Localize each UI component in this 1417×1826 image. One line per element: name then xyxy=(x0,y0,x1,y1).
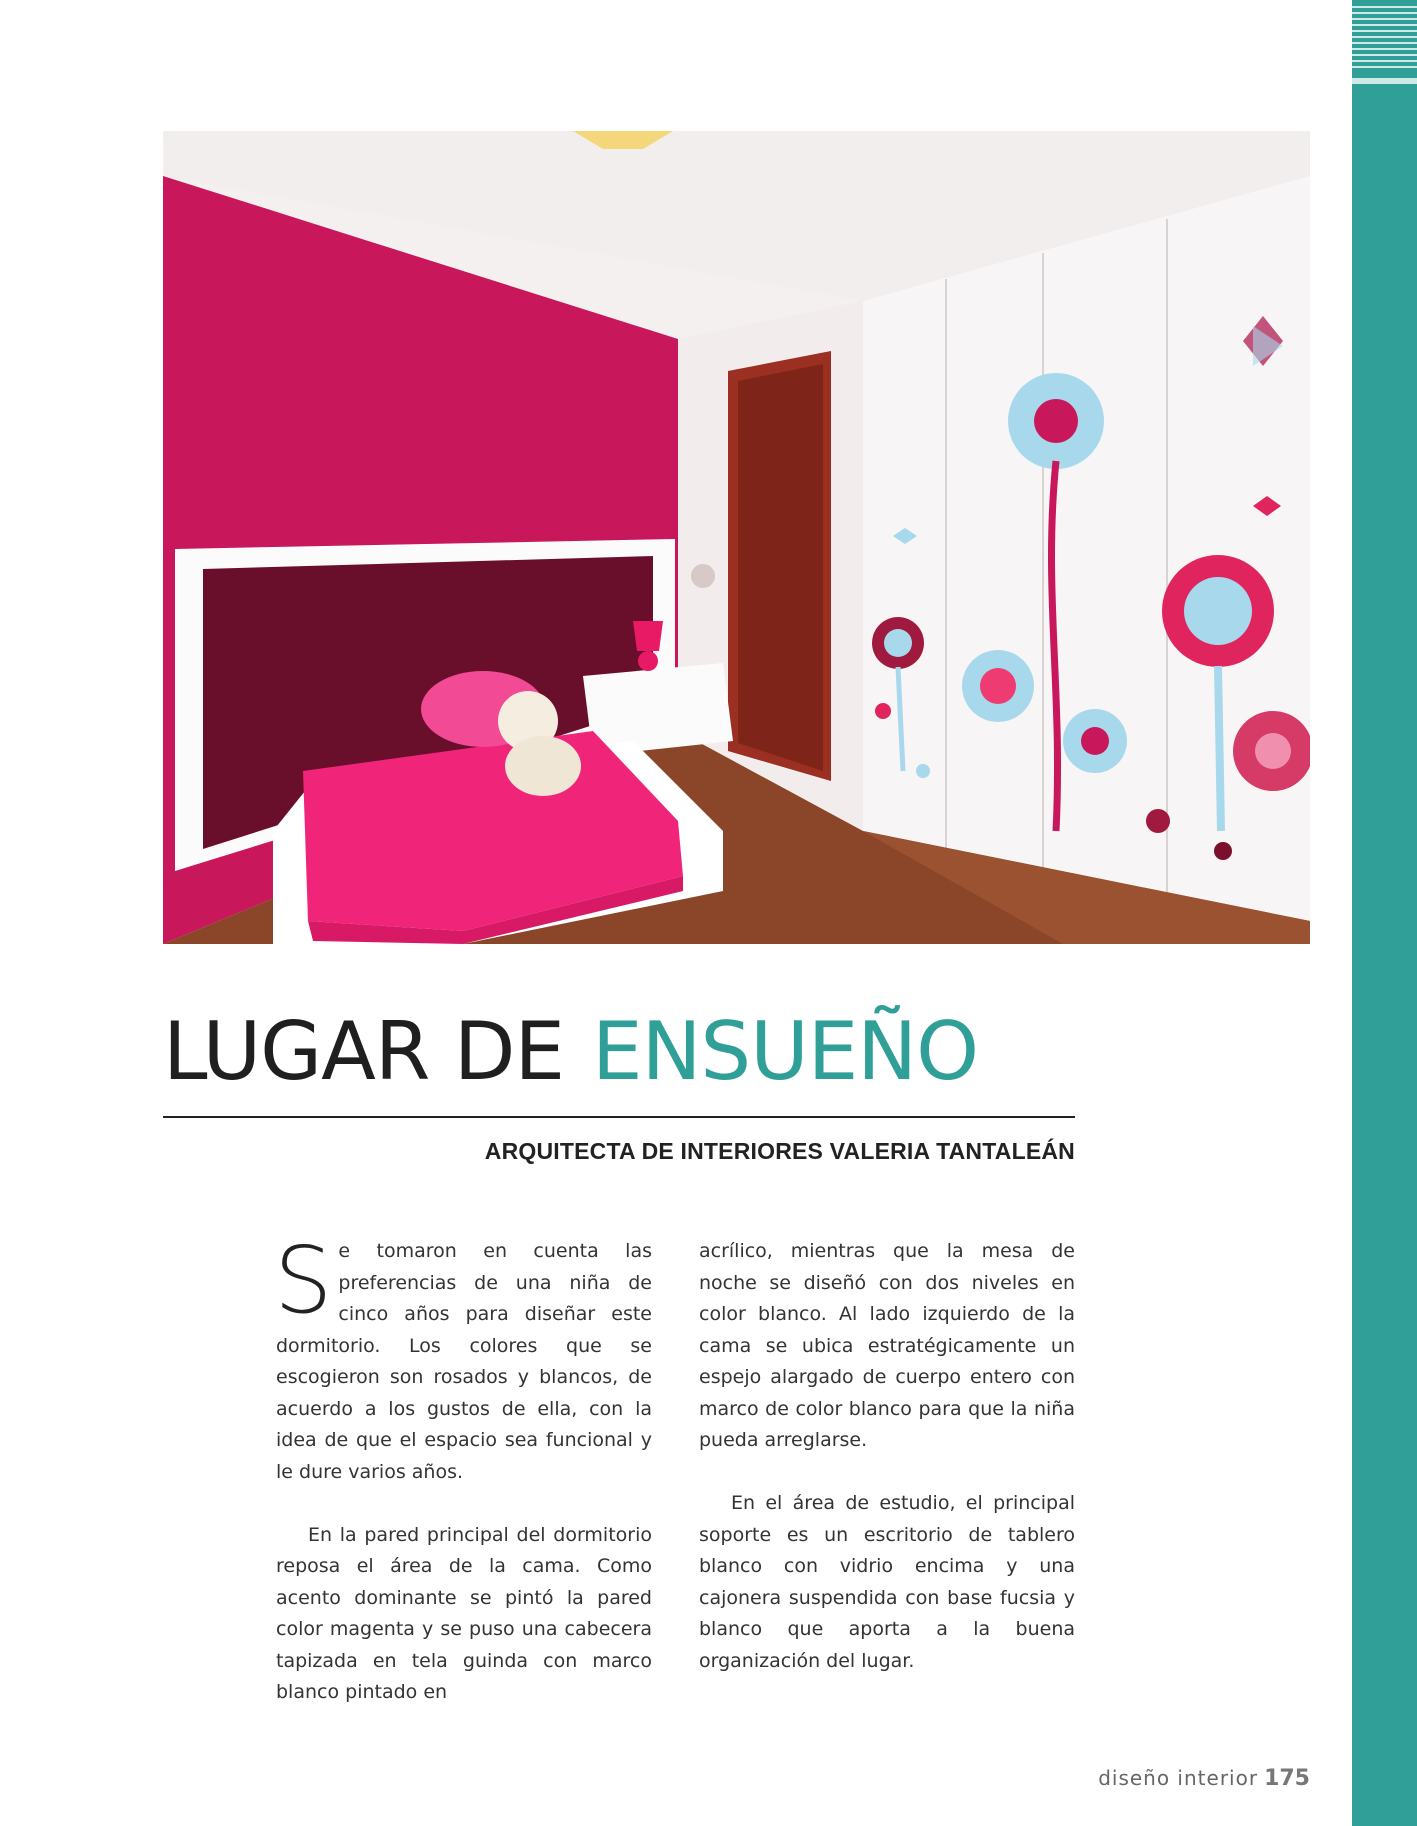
title-divider xyxy=(163,1116,1075,1118)
article-title xyxy=(163,1002,978,1102)
article-byline: ARQUITECTA DE INTERIORES VALERIA TANTALEÁN xyxy=(484,1138,1075,1164)
paragraph xyxy=(274,1227,652,1488)
title-part-2: ENSUEÑO xyxy=(592,1005,979,1098)
page-number: 175 xyxy=(1264,1766,1310,1791)
text-column-right xyxy=(699,1236,1075,1709)
title-part-1: LUGAR DE xyxy=(163,1005,565,1098)
paragraph: En el área de estudio, el principal soporte es un escritorio de tablero blanco con vidrio encima y una cajonera suspendida con base fucsia y blanco que aporta a la buena organización del lugar. xyxy=(699,1492,1075,1672)
paragraph: En la pared principal del dormitorio reposa el área de la cama. Como acento dominante se pintó la pared color magenta y se puso una cabecera tapizada en tela guinda con marco blanco pintado en xyxy=(276,1523,652,1703)
side-color-band xyxy=(1352,0,1417,1826)
page-footer xyxy=(1098,1766,1310,1791)
drop-cap: S xyxy=(274,1227,333,1334)
bedroom-photo xyxy=(163,131,1310,944)
text-column-left xyxy=(274,1227,652,1740)
paragraph: acrílico, mientras que la mesa de noche se diseñó con dos niveles en color blanco. Al lado izquierdo de la cama se ubica estratégicamente un espejo alargado de cuerpo entero con marco de color blanco para que la niña pueda arreglarse. xyxy=(699,1240,1075,1451)
publication-name: diseño interior xyxy=(1098,1766,1259,1790)
paragraph-text: e tomaron en cuenta las preferencias de una niña de cinco años para diseñar este dormitorio. Los colores que se escogieron son rosados y blancos, de acuerdo a los gustos de ella, con la idea de que el espacio sea funcional y le dure varios años. xyxy=(276,1240,652,1483)
